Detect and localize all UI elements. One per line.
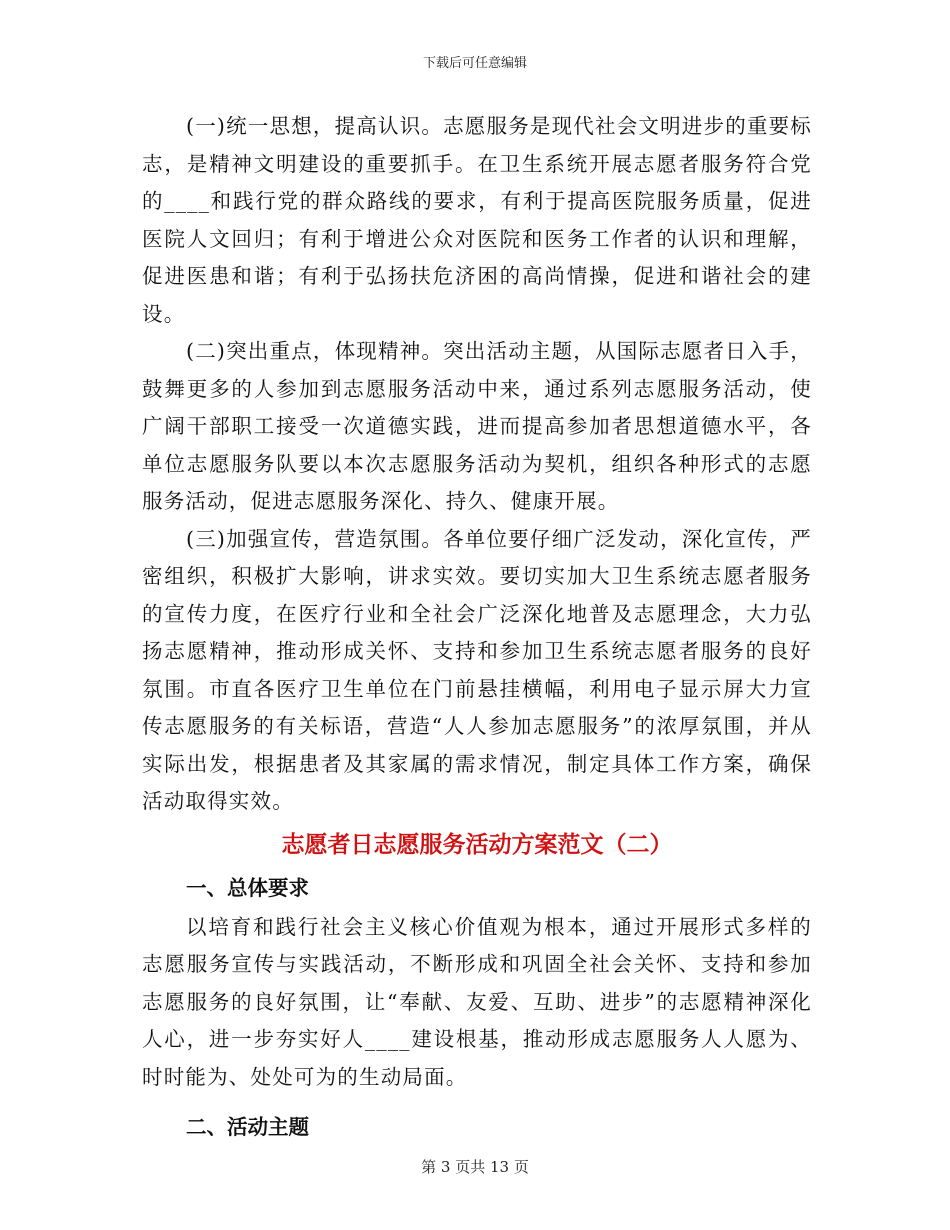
document-title: 志愿者日志愿服务活动方案范文（二）	[281, 831, 673, 858]
paragraph-strengthen-publicity: (三)加强宣传，营造氛围。各单位要仔细广泛发动，深化宣传，严密组织，积极扩大影响，讲求实效。要切实加大卫生系统志愿者服务的宣传力度，在医疗行业和全社会广泛深化地普及志愿理念，大力弘扬志愿精神，推动形成关怀、支持和参加卫生系统志愿者服务的良好氛围。市直各医疗卫生单位在门前悬挂横幅，利用电子显示屏大力宣传志愿服务的有关标语，营造“人人参加志愿服务”的浓厚氛围，并从实际出发，根据患者及其家属的需求情况，制定具体工作方案，确保活动取得实效。	[142, 526, 812, 813]
document-body	[142, 108, 812, 1148]
section-heading-overall-requirements: 一、总体要求	[186, 875, 309, 900]
paragraph-unify-thinking: (一)统一思想，提高认识。志愿服务是现代社会文明进步的重要标志，是精神文明建设的重要抓手。在卫生系统开展志愿者服务符合党的____和践行党的群众路线的要求，有利于提高医院服务质量，促进医院人文回归；有利于增进公众对医院和医务工作者的认识和理解，促进医患和谐；有利于弘扬扶危济困的高尚情操，促进和谐社会的建设。	[142, 114, 812, 326]
paragraph-overall-requirements: 以培育和践行社会主义核心价值观为根本，通过开展形式多样的志愿服务宣传与实践活动，不断形成和巩固全社会关怀、支持和参加志愿服务的良好氛围，让“奉献、友爱、互助、进步”的志愿精神深化人心，进一步夯实好人____建设根基，推动形成志愿服务人人愿为、时时能为、处处可为的生动局面。	[142, 914, 812, 1089]
page-header: 下载后可任意编辑	[422, 56, 527, 71]
page-footer: 第 3 页共 13 页	[421, 1158, 529, 1176]
section-heading-activity-theme: 二、活动主题	[186, 1115, 309, 1139]
paragraph-highlight-focus: (二)突出重点，体现精神。突出活动主题，从国际志愿者日入手，鼓舞更多的人参加到志愿服务活动中来，通过系列志愿服务活动，使广阔干部职工接受一次道德实践，进而提高参加者思想道德水平，各单位志愿服务队要以本次志愿服务活动为契机，组织各种形式的志愿服务活动，促进志愿服务深化、持久、健康开展。	[142, 339, 812, 513]
